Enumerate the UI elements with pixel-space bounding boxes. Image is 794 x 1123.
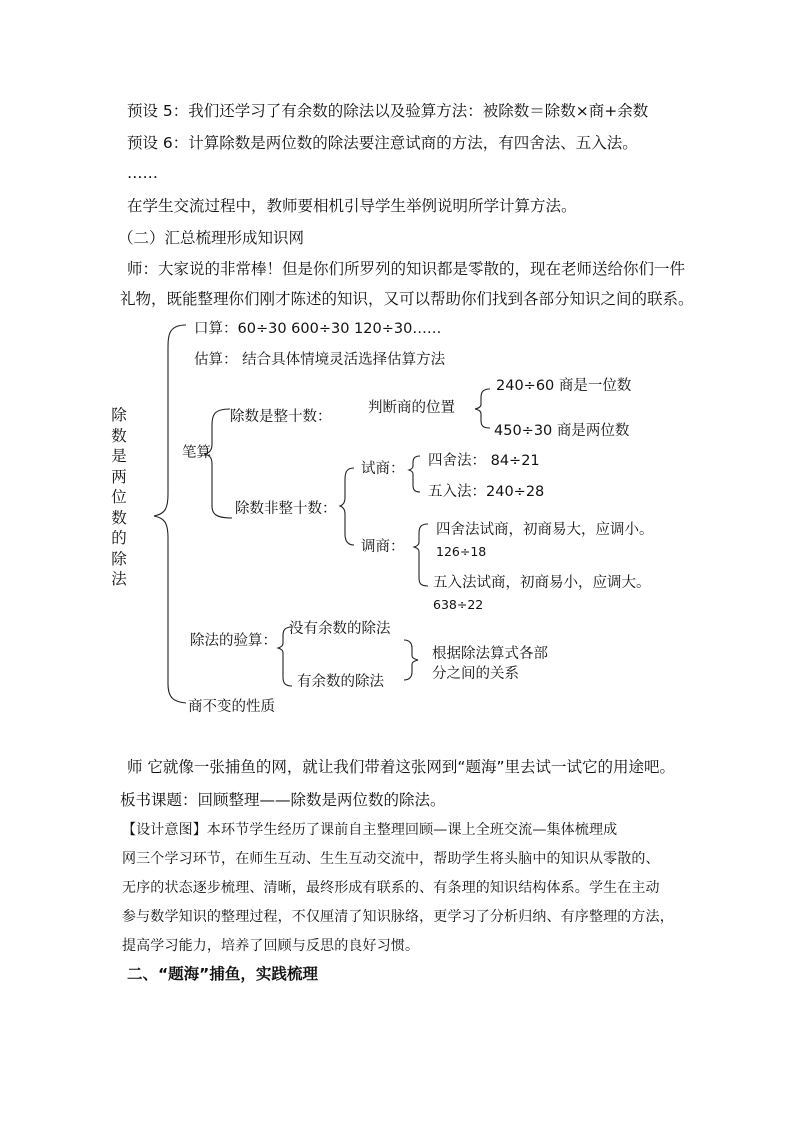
net-paragraph: 师 它就像一张捕鱼的网，就让我们带着这张网到“题海”里去试一试它的用途吧。 [127, 758, 675, 776]
relation-brace [404, 640, 418, 680]
round-down-adjust: 四舍法试商，初商易大，应调小。 [436, 522, 654, 538]
trial-quotient-node: 试商： [361, 461, 405, 477]
judge-position-node: 判断商的位置 [368, 400, 455, 416]
nonten-brace [340, 468, 354, 545]
round-up-adjust: 五入法试商，初商易小，应调大。 [433, 575, 651, 591]
round-up-method: 五入法：240÷28 [428, 484, 545, 500]
root-char: 是 [111, 447, 127, 465]
round-down-method: 四舍法： 84÷21 [428, 453, 540, 469]
preset-6-text: 预设 6：计算除数是两位数的除法要注意试商的方法，有四舍法、五入法。 [127, 134, 638, 152]
teacher-paragraph-line-2: 礼物，既能整理你们刚才陈述的知识，又可以帮助你们找到各部分知识之间的联系。 [120, 290, 694, 308]
one-digit-quotient: 240÷60 商是一位数 [496, 378, 632, 394]
judge-brace [475, 389, 490, 428]
root-char: 数 [111, 426, 127, 445]
design-intent-paragraph [122, 816, 674, 961]
adjust-brace [414, 524, 428, 586]
board-title: 板书课题：回顾整理——除数是两位数的除法。 [120, 791, 446, 809]
design-line: 提高学习能力，培养了回顾与反思的良好习惯。 [122, 938, 420, 954]
divisor-not-whole-tens-node: 除数非整十数： [235, 501, 337, 517]
root-brace [154, 325, 186, 703]
root-char: 除 [111, 549, 127, 568]
written-calc-node: 笔算 [182, 445, 211, 461]
example-638: 638÷22 [433, 597, 484, 612]
section-two-heading: 二、“题海”捕鱼，实践梳理 [127, 965, 318, 983]
division-check-node: 除法的验算： [190, 633, 277, 649]
relation-text-line-1: 根据除法算式各部 [432, 646, 548, 662]
root-char: 位 [111, 488, 127, 506]
no-remainder-division: 没有余数的除法 [289, 621, 391, 637]
oral-calc-node: 口算：60÷30 600÷30 120÷30…… [194, 321, 442, 337]
design-line: 参与数学知识的整理过程，不仅厘清了知识脉络，更学习了分析归纳、有序整理的方法， [122, 909, 674, 925]
ellipsis-text: …… [127, 164, 158, 182]
design-line: 网三个学习环节，在师生互动、生生互动交流中，帮助学生将头脑中的知识从零散的、 [122, 851, 660, 867]
example-126: 126÷18 [436, 544, 487, 559]
with-remainder-division: 有余数的除法 [297, 674, 384, 690]
trial-brace [409, 456, 420, 492]
quotient-invariant-node: 商不变的性质 [188, 699, 275, 715]
exchange-text: 在学生交流过程中，教师要相机引导学生举例说明所学计算方法。 [127, 197, 577, 215]
root-char: 法 [111, 570, 127, 588]
root-char: 的 [111, 529, 127, 547]
estimate-node: 估算： 结合具体情境灵活选择估算方法 [194, 352, 446, 368]
section-heading: （二）汇总梳理形成知识网 [118, 229, 305, 247]
adjust-quotient-node: 调商： [361, 539, 405, 555]
teacher-paragraph-line-1: 师：大家说的非常棒！但是你们所罗列的知识都是零散的，现在老师送给你们一件 [127, 260, 686, 278]
two-digit-quotient: 450÷30 商是两位数 [494, 423, 630, 439]
written-brace [204, 409, 232, 518]
root-label [109, 405, 129, 590]
design-line: 无序的状态逐步梳理、清晰，最终形成有联系的、有条理的知识结构体系。学生在主动 [122, 880, 660, 896]
preset-5-text: 预设 5：我们还学习了有余数的除法以及验算方法：被除数＝除数×商+余数 [127, 102, 649, 120]
root-char: 数 [111, 508, 127, 527]
relation-text-line-2: 分之间的关系 [432, 666, 519, 682]
divisor-whole-tens-node: 除数是整十数： [230, 409, 332, 425]
root-char: 两 [111, 467, 127, 486]
design-line: 【设计意图】本环节学生经历了课前自主整理回顾—课上全班交流—集体梳理成 [122, 822, 618, 838]
root-char: 除 [111, 406, 127, 424]
